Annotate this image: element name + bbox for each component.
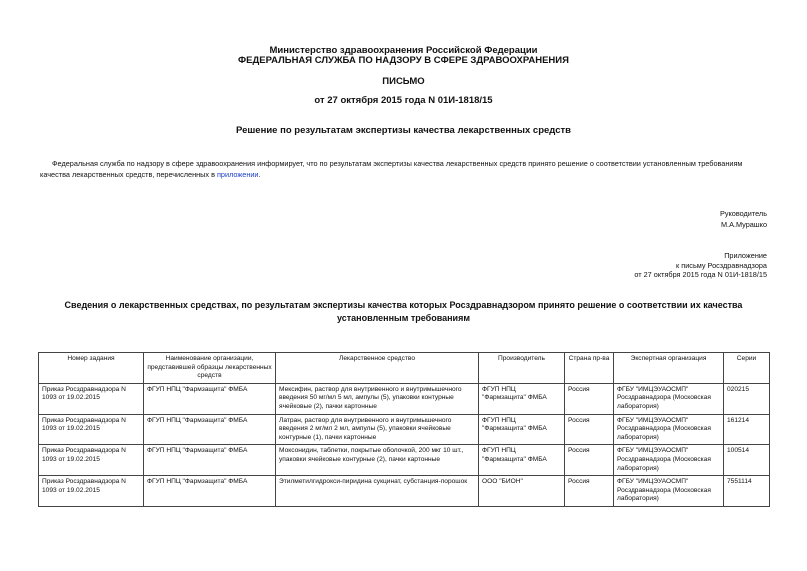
ministry-name: Министерство здравоохранения Российской Федерации bbox=[269, 45, 538, 56]
table-cell: Россия bbox=[565, 445, 614, 476]
appendix-label: Приложение bbox=[724, 251, 767, 260]
document-date: от 27 октября 2015 года N 01И-1818/15 bbox=[314, 95, 493, 106]
table-cell: Латран, раствор для внутривенного и внутримышечного введения 2 мг/мл 2 мл, ампулы (5), упаковки ячейковые контурные (1), пачки картонные bbox=[276, 414, 479, 445]
column-header: Наименование организации, представившей образцы лекарственных средств bbox=[144, 353, 276, 384]
body-text-before: Федеральная служба по надзору в сфере здравоохранения информирует, что по результатам экспертизы качества лекарственных средств принято решение о соответствии установленным требованиям качества лекарственных средств, перечисленных в bbox=[40, 159, 743, 179]
table-cell: ФГБУ "ИМЦЭУАОСМП" Росздравнадзора (Московская лаборатория) bbox=[614, 445, 724, 476]
table-cell: Мексифин, раствор для внутривенного и внутримышечного введения 50 мг/мл 5 мл, ампулы (5), упаковки контурные ячейковые (2), пачки картонные bbox=[276, 383, 479, 414]
table-cell: ФГУП НПЦ "Фармзащита" ФМБА bbox=[144, 414, 276, 445]
table-header-row bbox=[39, 353, 770, 384]
table-cell: Приказ Росздравнадзора N 1093 от 19.02.2015 bbox=[39, 383, 144, 414]
table-cell: ФГБУ "ИМЦЭУАОСМП" Росздравнадзора (Московская лаборатория) bbox=[614, 414, 724, 445]
table-cell: Россия bbox=[565, 476, 614, 507]
table-cell: Приказ Росздравнадзора N 1093 от 19.02.2015 bbox=[39, 476, 144, 507]
table-cell: ФГБУ "ИМЦЭУАОСМП" Росздравнадзора (Московская лаборатория) bbox=[614, 476, 724, 507]
table-cell: 020215 bbox=[724, 383, 770, 414]
appendix-date: от 27 октября 2015 года N 01И-1818/15 bbox=[634, 270, 767, 279]
table-cell: ФГУП НПЦ "Фармзащита" ФМБА bbox=[144, 476, 276, 507]
table-cell: Моксонидин, таблетки, покрытые оболочкой, 200 мкг 10 шт., упаковки ячейковые контурные (2), пачки картонные bbox=[276, 445, 479, 476]
table-cell: Этилметилгидрокси-пиридина сукцинат, субстанция-порошок bbox=[276, 476, 479, 507]
service-name: ФЕДЕРАЛЬНАЯ СЛУЖБА ПО НАДЗОРУ В СФЕРЕ ЗДРАВООХРАНЕНИЯ bbox=[238, 55, 569, 66]
column-header: Экспертная организация bbox=[614, 353, 724, 384]
table-cell: Россия bbox=[565, 414, 614, 445]
appendix-link[interactable]: приложении bbox=[216, 170, 259, 179]
section-title: Сведения о лекарственных средствах, по результатам экспертизы качества которых Росздравнадзором принято решение о соответствии их качества установленным требованиям bbox=[64, 300, 743, 323]
document-type: ПИСЬМО bbox=[382, 76, 425, 87]
table-cell: ФГУП НПЦ "Фармзащита" ФМБА bbox=[144, 445, 276, 476]
table-row bbox=[39, 445, 770, 476]
signature-name: М.А.Мурашко bbox=[720, 220, 767, 229]
column-header: Лекарственное средство bbox=[276, 353, 479, 384]
column-header: Страна пр-ва bbox=[565, 353, 614, 384]
table-cell: ФГБУ "ИМЦЭУАОСМП" Росздравнадзора (Московская лаборатория) bbox=[614, 383, 724, 414]
table-cell: ФГУП НПЦ "Фармзащита" ФМБА bbox=[479, 445, 565, 476]
appendix-ref: к письму Росздравнадзора bbox=[676, 261, 767, 270]
table-cell: 161214 bbox=[724, 414, 770, 445]
table-cell: ФГУП НПЦ "Фармзащита" ФМБА bbox=[479, 383, 565, 414]
column-header: Серии bbox=[724, 353, 770, 384]
table-cell: 7551114 bbox=[724, 476, 770, 507]
table-cell: ФГУП НПЦ "Фармзащита" ФМБА bbox=[144, 383, 276, 414]
table-cell: ООО "БИОН" bbox=[479, 476, 565, 507]
table-row bbox=[39, 414, 770, 445]
column-header: Номер задания bbox=[39, 353, 144, 384]
table-cell: Россия bbox=[565, 383, 614, 414]
column-header: Производитель bbox=[479, 353, 565, 384]
table-cell: ФГУП НПЦ "Фармзащита" ФМБА bbox=[479, 414, 565, 445]
body-text-after: . bbox=[258, 170, 261, 179]
table-row bbox=[39, 383, 770, 414]
table-cell: Приказ Росздравнадзора N 1093 от 19.02.2015 bbox=[39, 445, 144, 476]
body-paragraph bbox=[40, 158, 767, 180]
table-cell: 100514 bbox=[724, 445, 770, 476]
table-row bbox=[39, 476, 770, 507]
medicines-table bbox=[38, 352, 770, 507]
document-subject: Решение по результатам экспертизы качества лекарственных средств bbox=[236, 125, 571, 136]
signature-title: Руководитель bbox=[719, 209, 767, 218]
table-cell: Приказ Росздравнадзора N 1093 от 19.02.2015 bbox=[39, 414, 144, 445]
